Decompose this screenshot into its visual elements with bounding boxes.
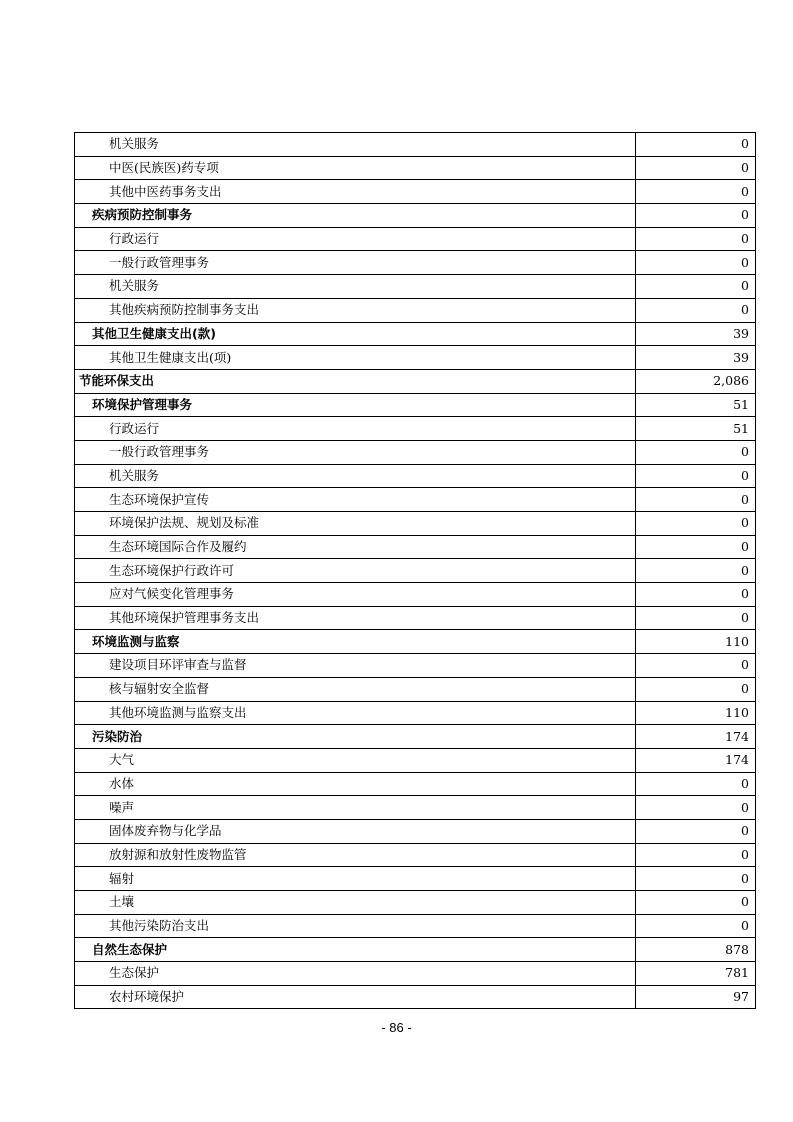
table-row (75, 275, 756, 299)
row-item-name: 放射源和放射性废物监管 (75, 843, 636, 867)
table-row (75, 512, 756, 536)
row-item-name: 土壤 (75, 891, 636, 915)
row-item-name: 其他疾病预防控制事务支出 (75, 298, 636, 322)
row-amount: 0 (636, 843, 756, 867)
row-item-name: 机关服务 (75, 464, 636, 488)
row-amount: 878 (636, 938, 756, 962)
row-amount: 0 (636, 891, 756, 915)
row-item-name: 其他环境保护管理事务支出 (75, 606, 636, 630)
row-amount: 0 (636, 867, 756, 891)
row-item-name: 环境监测与监察 (75, 630, 636, 654)
table-row (75, 962, 756, 986)
table-row (75, 843, 756, 867)
table-row (75, 772, 756, 796)
table-row (75, 464, 756, 488)
row-item-name: 自然生态保护 (75, 938, 636, 962)
row-item-name: 中医(民族医)药专项 (75, 156, 636, 180)
row-item-name: 环境保护法规、规划及标准 (75, 512, 636, 536)
row-item-name: 生态环境保护宣传 (75, 488, 636, 512)
row-amount: 0 (636, 583, 756, 607)
budget-table (74, 132, 756, 1009)
row-item-name: 疾病预防控制事务 (75, 204, 636, 228)
table-row (75, 583, 756, 607)
row-amount: 0 (636, 204, 756, 228)
row-item-name: 其他环境监测与监察支出 (75, 701, 636, 725)
row-item-name: 固体废弃物与化学品 (75, 819, 636, 843)
row-item-name: 一般行政管理事务 (75, 251, 636, 275)
row-amount: 97 (636, 985, 756, 1009)
table-row (75, 796, 756, 820)
row-item-name: 大气 (75, 748, 636, 772)
row-amount: 781 (636, 962, 756, 986)
table-row (75, 346, 756, 370)
row-amount: 0 (636, 654, 756, 678)
row-item-name: 其他污染防治支出 (75, 914, 636, 938)
row-item-name: 水体 (75, 772, 636, 796)
row-amount: 0 (636, 251, 756, 275)
row-item-name: 其他卫生健康支出(款) (75, 322, 636, 346)
row-amount: 0 (636, 227, 756, 251)
row-item-name: 机关服务 (75, 133, 636, 157)
row-amount: 51 (636, 417, 756, 441)
row-amount: 0 (636, 512, 756, 536)
row-item-name: 辐射 (75, 867, 636, 891)
row-amount: 0 (636, 914, 756, 938)
row-amount: 0 (636, 133, 756, 157)
table-row (75, 891, 756, 915)
table-row (75, 227, 756, 251)
table-row (75, 677, 756, 701)
row-amount: 51 (636, 393, 756, 417)
table-row (75, 559, 756, 583)
table-row (75, 914, 756, 938)
table-row (75, 133, 756, 157)
row-amount: 0 (636, 535, 756, 559)
row-item-name: 其他卫生健康支出(项) (75, 346, 636, 370)
budget-table-body (75, 133, 756, 1009)
row-item-name: 其他中医药事务支出 (75, 180, 636, 204)
row-amount: 39 (636, 346, 756, 370)
row-amount: 0 (636, 819, 756, 843)
row-amount: 39 (636, 322, 756, 346)
table-row (75, 938, 756, 962)
table-row (75, 417, 756, 441)
table-row (75, 156, 756, 180)
row-amount: 0 (636, 156, 756, 180)
row-item-name: 生态保护 (75, 962, 636, 986)
table-row (75, 725, 756, 749)
table-row (75, 298, 756, 322)
row-amount: 0 (636, 275, 756, 299)
row-item-name: 农村环境保护 (75, 985, 636, 1009)
table-row (75, 251, 756, 275)
table-row (75, 701, 756, 725)
row-item-name: 噪声 (75, 796, 636, 820)
table-row (75, 819, 756, 843)
row-amount: 174 (636, 725, 756, 749)
row-item-name: 行政运行 (75, 227, 636, 251)
row-item-name: 一般行政管理事务 (75, 440, 636, 464)
row-item-name: 应对气候变化管理事务 (75, 583, 636, 607)
row-item-name: 核与辐射安全监督 (75, 677, 636, 701)
table-row (75, 393, 756, 417)
row-amount: 0 (636, 180, 756, 204)
row-amount: 0 (636, 298, 756, 322)
row-amount: 174 (636, 748, 756, 772)
row-amount: 0 (636, 772, 756, 796)
table-row (75, 180, 756, 204)
row-amount: 0 (636, 488, 756, 512)
table-row (75, 654, 756, 678)
row-amount: 110 (636, 630, 756, 654)
row-amount: 0 (636, 677, 756, 701)
row-amount: 0 (636, 440, 756, 464)
row-item-name: 生态环境国际合作及履约 (75, 535, 636, 559)
table-row (75, 440, 756, 464)
table-row (75, 488, 756, 512)
table-row (75, 204, 756, 228)
row-amount: 110 (636, 701, 756, 725)
table-row (75, 322, 756, 346)
table-row (75, 535, 756, 559)
row-item-name: 环境保护管理事务 (75, 393, 636, 417)
row-item-name: 污染防治 (75, 725, 636, 749)
row-amount: 0 (636, 606, 756, 630)
table-row (75, 867, 756, 891)
row-item-name: 行政运行 (75, 417, 636, 441)
row-amount: 0 (636, 559, 756, 583)
table-row (75, 748, 756, 772)
table-row (75, 985, 756, 1009)
row-item-name: 节能环保支出 (75, 369, 636, 393)
page-number: - 86 - (381, 1020, 412, 1035)
row-amount: 2,086 (636, 369, 756, 393)
row-item-name: 建设项目环评审查与监督 (75, 654, 636, 678)
table-row (75, 606, 756, 630)
row-item-name: 生态环境保护行政许可 (75, 559, 636, 583)
row-amount: 0 (636, 796, 756, 820)
table-row (75, 630, 756, 654)
table-row (75, 369, 756, 393)
row-item-name: 机关服务 (75, 275, 636, 299)
row-amount: 0 (636, 464, 756, 488)
